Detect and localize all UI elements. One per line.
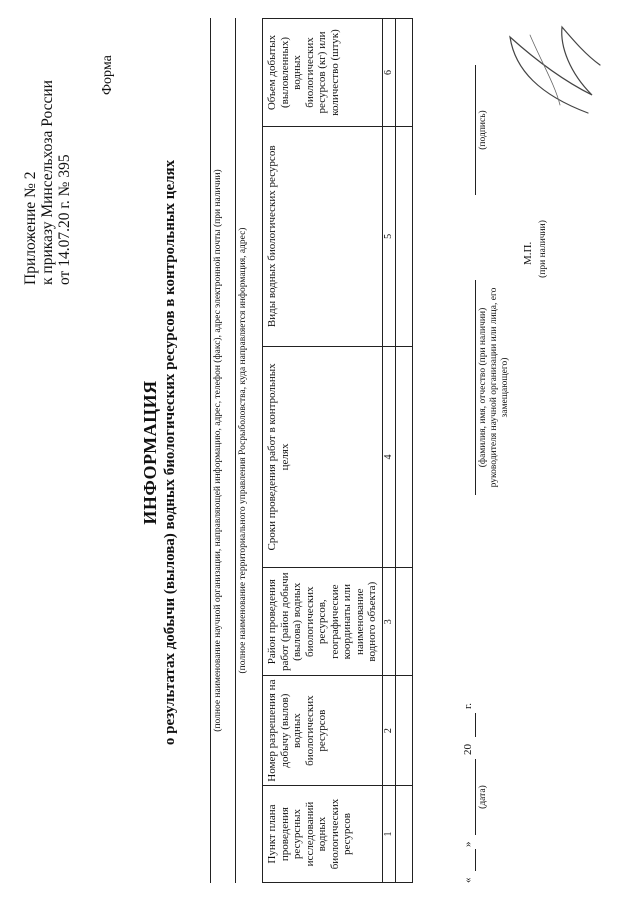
date-close-quote: » — [462, 841, 474, 847]
date-year-suffix: г. — [462, 702, 474, 709]
column-number: 3 — [382, 568, 396, 676]
table-cell — [396, 346, 413, 568]
table-number-row — [382, 19, 396, 883]
date-year-line — [475, 713, 476, 737]
header-catch-volume: Объем добытых (выловленных) водных биологических ресурсов (кг) или количество (штук) — [263, 19, 383, 127]
appendix-header — [22, 25, 73, 285]
table-header-row — [263, 19, 383, 883]
header-species: Виды водных биологических ресурсов — [263, 126, 383, 346]
column-number: 2 — [382, 676, 396, 786]
signature-line — [475, 65, 476, 195]
date-day-line — [475, 849, 476, 871]
header-work-area: Район проведения работ (район добычи (вылова) водных биологических ресурсов, географические координаты или наименование водного объекта) — [263, 568, 383, 676]
name-caption: (фамилия, имя, отчество (при наличии) руководителя научной организации или лица, его замещающего) — [478, 287, 510, 488]
table-cell — [396, 786, 413, 883]
table-cell — [396, 126, 413, 346]
date-month-line — [475, 759, 476, 835]
date-caption: (дата) — [478, 785, 488, 809]
table-cell — [396, 568, 413, 676]
table-cell — [396, 676, 413, 786]
recipient-caption: (полное наименование территориального управления Росрыболовства, куда направляется информация, адрес) — [238, 227, 248, 674]
header-plan-item: Пункт плана проведения ресурсных исследований водных биологических ресурсов — [263, 786, 383, 883]
form-label: Форма — [100, 55, 115, 95]
document-title: ИНФОРМАЦИЯ — [140, 380, 160, 525]
column-number: 6 — [382, 19, 396, 127]
column-number: 5 — [382, 126, 396, 346]
signature-caption: (подпись) — [478, 110, 488, 150]
column-number: 1 — [382, 786, 396, 883]
org-line — [210, 18, 211, 883]
appendix-line-1: Приложение № 2 — [22, 171, 39, 285]
appendix-line-2: к приказу Минсельхоза России — [39, 80, 56, 285]
table-row — [396, 19, 413, 883]
date-year-prefix: 20 — [462, 744, 474, 755]
stamp-caption: (при наличии) — [538, 220, 548, 278]
recipient-line — [235, 18, 236, 883]
header-work-period: Сроки проведения работ в контрольных целях — [263, 346, 383, 568]
appendix-line-3: от 14.07.20 г. № 395 — [56, 154, 73, 285]
handwritten-signature — [500, 15, 610, 125]
org-caption: (полное наименование научной организации, направляющей информацию, адрес, телефон (факс), адрес электронной почты (при наличии) — [213, 169, 223, 732]
header-permit-number: Номер разрешения на добычу (вылов) водных биологических ресурсов — [263, 676, 383, 786]
document-subtitle: о результатах добычи (вылова) водных биологических ресурсов в контрольных целях — [162, 159, 178, 746]
results-table — [262, 18, 413, 883]
stamp-label: М.П. — [522, 241, 534, 265]
column-number: 4 — [382, 346, 396, 568]
name-line — [475, 280, 476, 495]
date-open-quote: « — [462, 877, 474, 883]
table-cell — [396, 19, 413, 127]
